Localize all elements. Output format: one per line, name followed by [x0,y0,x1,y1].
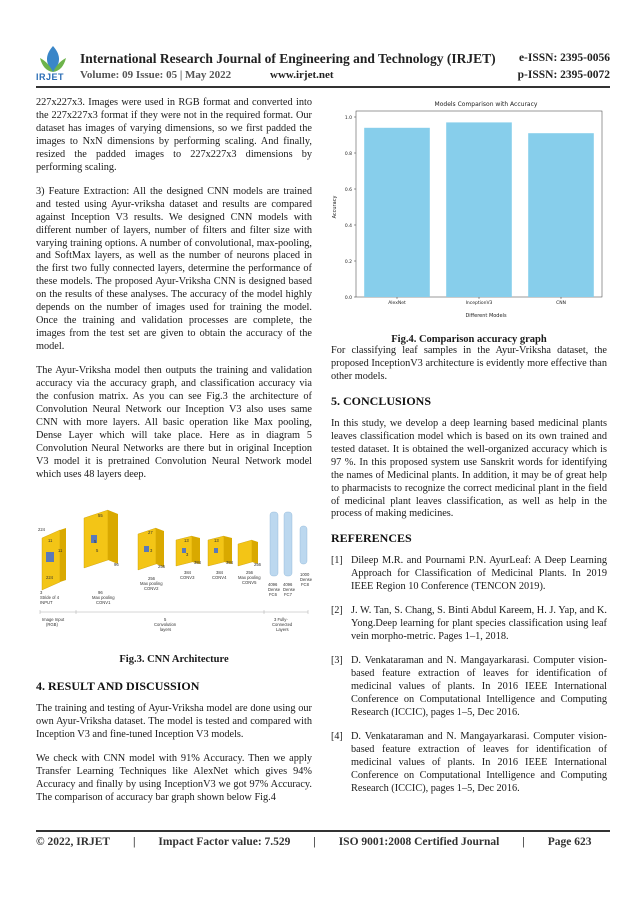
svg-text:384: 384 [216,570,223,575]
svg-text:Stride of 4: Stride of 4 [40,595,60,600]
conv1-block [84,510,118,568]
reference-item [331,605,607,644]
svg-text:Dense: Dense [283,587,296,592]
fc-layers [270,512,307,576]
svg-text:5: 5 [94,539,97,544]
svg-text:256: 256 [158,564,165,569]
svg-text:Dense: Dense [300,577,312,582]
svg-text:96: 96 [114,562,119,567]
svg-text:11: 11 [58,548,63,553]
svg-text:256: 256 [254,562,261,567]
paragraph: 227x227x3. Images were used in RGB format and converted into the 227x227x3 format if they were not in the required format. Our dataset has images of varying dimensions, so we first padded the images to NxN dimensions by performing scaling. And finally, resized the padded images to 227x227x3 dimensions by performing scaling. [36,97,312,173]
svg-text:3: 3 [40,590,43,595]
svg-text:1000: 1000 [300,572,310,577]
footer-rule [36,830,610,832]
svg-text:3: 3 [186,552,189,557]
footer-impact: Impact Factor value: 7.529 [158,836,291,848]
bar-inceptionv3 [446,122,512,297]
svg-text:3: 3 [150,548,153,553]
svg-text:13: 13 [214,538,219,543]
references-title: REFERENCES [331,531,412,546]
bar-alexnet [364,128,430,297]
y-tick-label: 0.8 [344,151,352,157]
reference-number: [4] [331,730,343,742]
x-tick-label: CNN [556,301,566,306]
logo-text: IRJET [36,72,65,82]
reference-item [331,555,607,594]
svg-text:(RGB): (RGB) [46,622,58,627]
y-tick-label: 0.4 [344,223,352,229]
accuracy-bar-chart [330,97,612,321]
bar-cnn [528,133,594,297]
paragraph: The training and testing of Ayur-Vriksha model are done using our own Ayur-Vriksha dataset. The model is tested and compared with Inception V3 and fine-tuned Inception V3 models. [36,702,312,740]
svg-text:384: 384 [194,560,201,565]
svg-text:384: 384 [226,560,233,565]
y-tick-label: 0.2 [344,259,352,265]
svg-text:4096: 4096 [283,582,293,587]
svg-text:FC8: FC8 [301,582,309,587]
y-tick-label: 1.0 [344,115,352,121]
eissn: e-ISSN: 2395-0056 [518,52,610,64]
reference-number: [2] [331,605,343,617]
svg-text:256: 256 [246,570,253,575]
svg-text:Image Input: Image Input [42,617,65,622]
left-column [36,97,312,493]
paragraph: We check with CNN model with 91% Accuracy. Then we apply Transfer Learning Techniques like AlexNet which gives 94% Accuracy and finally by using InceptionV3 we got 97% Accuracy. The comparison of accuracy bar graph shown below Fig.4 [36,752,312,803]
svg-text:Max pooling: Max pooling [238,575,261,580]
svg-text:27: 27 [148,530,153,535]
page-footer [36,836,610,848]
reference-number: [3] [331,655,343,667]
chart-title: Models Comparison with Accuracy [434,101,538,108]
svg-text:INPUT: INPUT [40,600,53,605]
svg-text:224: 224 [38,527,45,532]
fig3-caption: Fig.3. CNN Architecture [119,654,229,665]
svg-text:11: 11 [48,538,53,543]
svg-text:Max pooling: Max pooling [92,595,115,600]
paragraph: For classifying leaf samples in the Ayur-Vriksha dataset, the proposed InceptionV3 architecture is evidently more effective than other models. [331,345,607,382]
volume-issue: Volume: 09 Issue: 05 | May 2022 [80,69,232,81]
reference-text: D. Venkataraman and N. Mangayarkarasi. Computer vision-based feature extraction of leaves for identification of medicinal values of plants. In 2016 IEEE International Conference on Computational Intelligence and Computing Research (ICCIC), pages 1–5, Dec 2016. [351,655,607,718]
svg-text:layers: layers [160,627,172,632]
x-tick-label: AlexNet [388,301,406,306]
reference-item [331,655,607,720]
svg-text:384: 384 [184,570,191,575]
journal-url: www.irjet.net [270,69,334,81]
svg-text:CONV3: CONV3 [180,575,195,580]
svg-text:5: 5 [96,548,99,553]
reference-text: J. W. Tan, S. Chang, S. Binti Abdul Kareem, H. J. Yap, and K. Yong.Deep learning for plant species classification using leaf vein morpho-metric. Pages 1–1, 2018. [351,605,607,643]
footer-separator: | [522,836,525,848]
footer-iso: ISO 9001:2008 Certified Journal [338,836,500,848]
svg-text:Connected: Connected [272,622,293,627]
svg-text:CONV4: CONV4 [212,575,227,580]
svg-text:4096: 4096 [268,582,278,587]
svg-text:13: 13 [184,538,189,543]
paragraph: In this study, we develop a deep learning based medicinal plants leaves classification model which is based on its own trained and tested dataset. It is obtained the well-organized accuracy which is 97 %. In this proposed system use Sanskrit words for identifying the names of Medicinal plants. In addition, it may be of great help to pharmacists to recognize the correct medicinal plant in the field of medicinal plant leaves classification, as well as help in the process of making medicines. [331,417,607,520]
svg-text:FC7: FC7 [284,592,292,597]
left-column-lower [36,674,312,816]
reference-text: D. Venkataraman and N. Mangayarkarasi. Computer vision-based feature extraction of leaves for identification of medicinal values of plants. In 2016 IEEE International Conference on Computational Intelligence and Computing Research (ICCIC), pages 1–5, Dec 2016. [351,730,607,794]
svg-text:3 Fully-: 3 Fully- [274,617,288,622]
section-title: 5. CONCLUSIONS [331,393,432,408]
svg-text:Dense: Dense [268,587,281,592]
svg-text:Layers: Layers [276,627,289,632]
paragraph: The Ayur-Vriksha model then outputs the training and validation accuracy via the accuracy graph, and classification accuracy via the confusion matrix. As you can see Fig.3 the architecture of Convolution Neural Network our Inception V3 also uses same CNN with more layers. All basic operation like Max pooling, Dense Layer which will take place. Here as in diagram 5 Convolution Neural Networks are there but in original Inception V3 model it is pretrained Convolution Neural Network model which uses 48 layers deep. [36,365,312,480]
chart-ylabel: Accuracy [332,195,338,219]
y-tick-label: 0.0 [344,295,352,301]
footer-separator: | [132,836,136,848]
chart-xlabel: Different Models [465,313,507,319]
chart-plot-area [345,111,602,306]
svg-text:Convolution: Convolution [154,622,177,627]
header-rule [36,86,610,88]
svg-text:256: 256 [148,576,155,581]
pissn: p-ISSN: 2395-0072 [517,69,610,81]
svg-text:Max pooling: Max pooling [140,581,163,586]
y-tick-label: 0.6 [344,187,352,193]
paragraph: 3) Feature Extraction: All the designed CNN models are trained and tested using Ayur-vriksha dataset and results are compared against Inception V3 results. We designed CNN models with different number of layers, number of filters and filter size with varying training options. A number of convolutional, max-pooling, and SoftMax layers, as well as the number of neurons placed in the first two fully connected layers, determine the performance of these models. The proposed Ayur-Vriksha CNN is designed based on the results of these analyses. The accuracy of the model highly depends on the number of images used for training the model. Once the training and validation processes are complete, the images from the test set are given to obtain the accuracy of the model. [36,185,312,353]
page-header [0,0,638,84]
reference-item [331,731,607,796]
fig4-caption: Fig.4. Comparison accuracy graph [391,334,547,345]
svg-text:96: 96 [98,590,103,595]
input-block [42,528,66,590]
footer-separator: | [313,836,316,848]
section-title: 4. RESULT AND DISCUSSION [36,679,200,693]
journal-title: International Research Journal of Engineering and Technology (IRJET) [80,51,496,66]
svg-text:55: 55 [98,513,103,518]
reference-text: Dileep M.R. and Pournami P.N. AyurLeaf: A Deep Learning Approach for Classification of Medicinal Plants. In 2019 IEEE Region 10 Conference (TENCON 2019). [351,555,607,593]
x-tick-label: InceptionV3 [465,301,493,306]
svg-text:CONV1: CONV1 [96,600,111,605]
svg-text:CONV2: CONV2 [144,586,159,591]
cnn-architecture-diagram [36,500,312,640]
reference-number: [1] [331,555,343,567]
svg-text:FC6: FC6 [269,592,277,597]
svg-text:5: 5 [164,617,167,622]
footer-copyright: © 2022, IRJET [36,836,111,848]
footer-page: Page 623 [547,836,592,848]
svg-text:224: 224 [46,575,53,580]
svg-text:CONV5: CONV5 [242,580,257,585]
right-column [331,345,607,807]
